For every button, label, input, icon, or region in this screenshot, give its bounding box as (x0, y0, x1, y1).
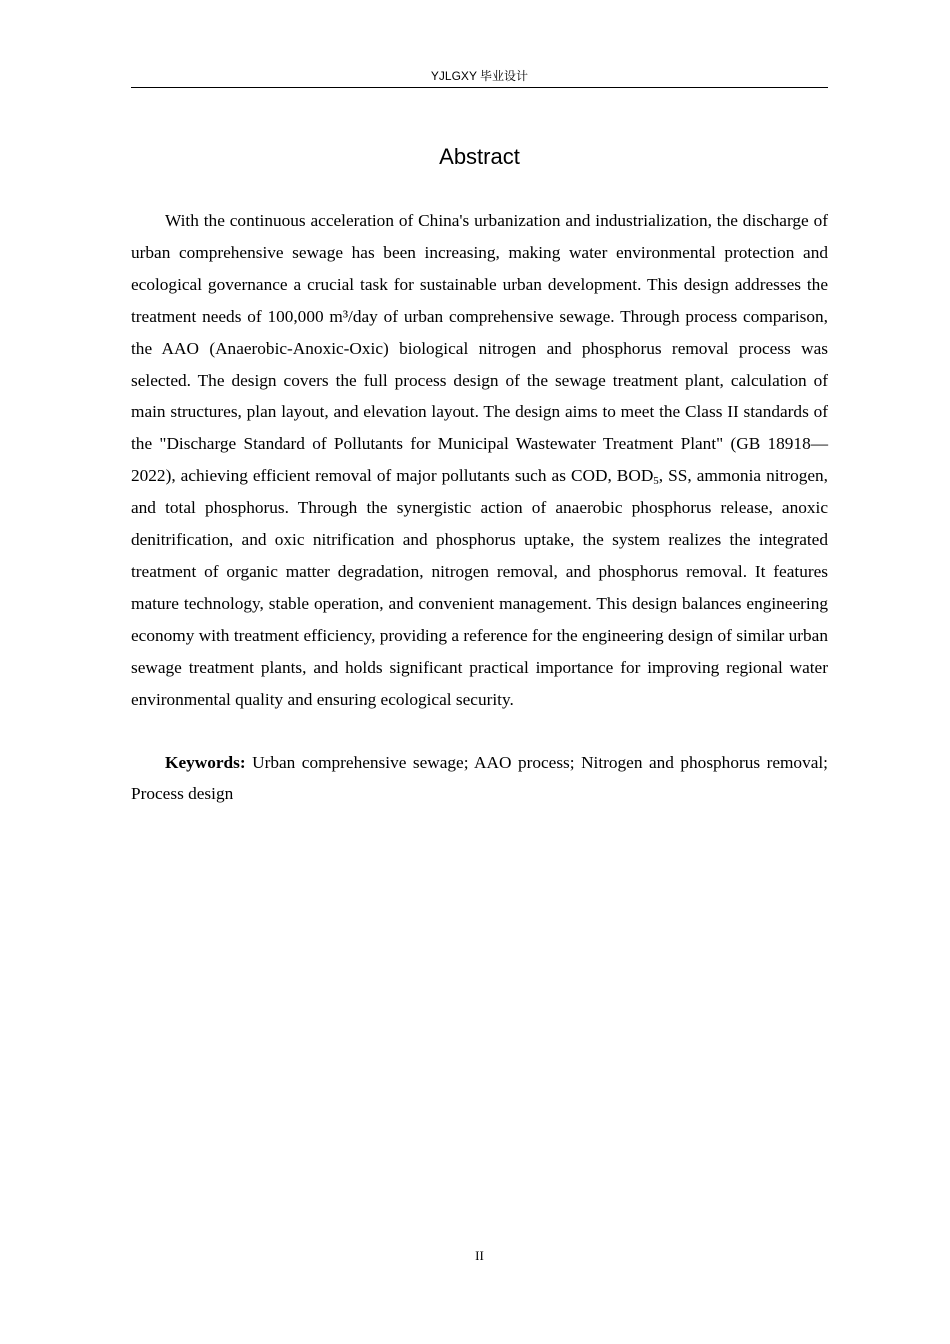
keywords-label: Keywords: (165, 752, 246, 772)
abstract-text-part2: , SS, ammonia nitrogen, and total phosphorus. Through the synergistic action of anaerobic phosphorus release, anoxic denitrification, and oxic nitrification and phosphorus uptake, the system realizes the integrated treatment of organic matter degradation, nitrogen removal, and phosphorus removal. It features mature technology, stable operation, and convenient management. This design balances engineering economy with treatment efficiency, providing a reference for the engineering design of similar urban sewage treatment plants, and holds significant practical importance for improving regional water environmental quality and ensuring ecological security. (131, 466, 828, 709)
abstract-subscript: 5 (653, 475, 659, 488)
page-title: Abstract (439, 144, 520, 169)
keywords-text: Urban comprehensive sewage; AAO process; Nitrogen and phosphorus removal; Process design (131, 752, 828, 804)
keywords-paragraph (131, 747, 828, 811)
header-rule (131, 87, 828, 88)
page-header: YJLGXY 毕业设计 (430, 69, 529, 83)
abstract-paragraph (131, 205, 828, 716)
abstract-body (131, 205, 828, 810)
abstract-text-part1: With the continuous acceleration of China's urbanization and industrialization, the discharge of urban comprehensive sewage has been increasing, making water environmental protection and ecological governance a crucial task for sustainable urban development. This design addresses the treatment needs of 100,000 m³/day of urban comprehensive sewage. Through process comparison, the AAO (Anaerobic-Anoxic-Oxic) biological nitrogen and phosphorus removal process was selected. The design covers the full process design of the sewage treatment plant, calculation of main structures, plan layout, and elevation layout. The design aims to meet the Class II standards of the "Discharge Standard of Pollutants for Municipal Wastewater Treatment Plant" (GB 18918—2022), achieving efficient removal of major pollutants such as COD, BOD (131, 211, 828, 486)
page-number: II (475, 1248, 484, 1263)
